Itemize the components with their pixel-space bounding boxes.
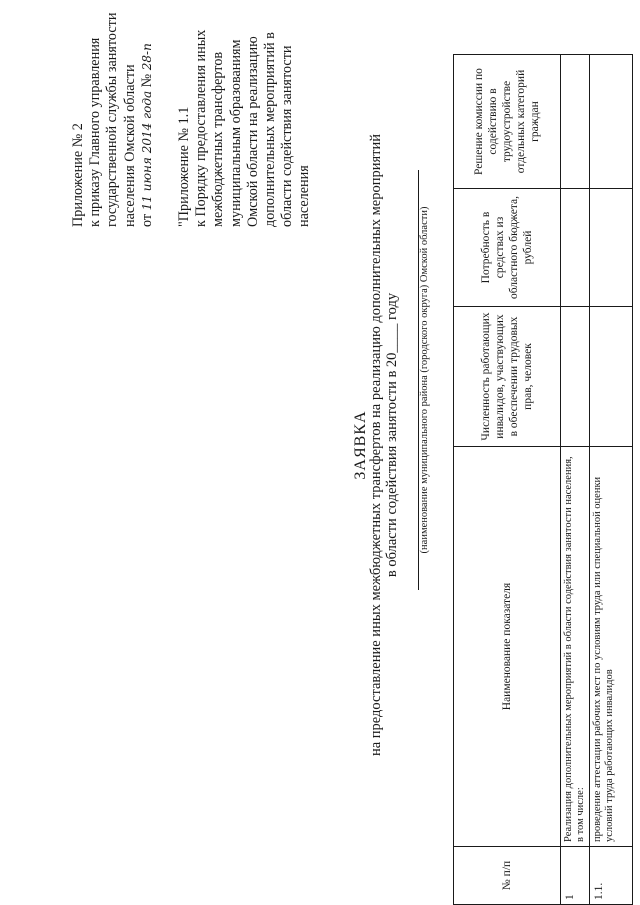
need-cell[interactable]: [590, 189, 633, 307]
inner-appendix-line: "Приложение № 1.1: [176, 106, 192, 227]
document-title: ЗАЯВКА: [352, 410, 369, 480]
appendix-block: [70, 0, 156, 227]
handwritten-date: 11 июня 2014 года: [139, 90, 154, 211]
decision-cell[interactable]: [561, 55, 590, 189]
appendix-line: к приказу Главного управления: [87, 37, 104, 227]
inner-appendix-block: [176, 0, 314, 227]
inner-appendix-line: населения: [296, 165, 313, 227]
inner-appendix-line: дополнительных мероприятий в: [262, 32, 279, 227]
table-row: [561, 55, 590, 905]
appendix-date-line: [139, 0, 156, 227]
column-header: Потребность в средствах из областного бюджета, рублей: [454, 189, 561, 307]
inner-appendix-line: области содействия занятости: [279, 45, 296, 227]
date-prefix: от: [138, 213, 155, 227]
appendix-line: Приложение № 2: [70, 123, 86, 227]
row-number: 1.1.: [590, 847, 633, 905]
inner-appendix-line: межбюджетных трансфертов: [210, 51, 227, 227]
indicator-name: Реализация дополнительных мероприятий в области содействия занятости населения, в том числе:: [561, 447, 590, 847]
appendix-line: государственной службы занятости: [104, 12, 121, 227]
count-cell[interactable]: [561, 307, 590, 447]
number-sign: №: [138, 73, 155, 88]
document-subtitle: на предоставление иных межбюджетных трансфертов на реализацию дополнительных мероприятий: [368, 133, 384, 757]
document-subtitle-year: в области содействия занятости в 20____ году: [384, 292, 400, 578]
indicator-name: проведение аттестации рабочих мест по условиям труда или специальной оценки условий труда работающих инвалидов: [590, 447, 633, 847]
column-header: Наименование показателя: [454, 447, 561, 847]
count-cell[interactable]: [590, 307, 633, 447]
column-header: № п/п: [454, 847, 561, 905]
decision-cell[interactable]: [590, 55, 633, 189]
column-header: Численность работающих инвалидов, участвующих в обеспечении трудовых прав, человек: [454, 307, 561, 447]
table-header-row: [454, 55, 561, 905]
inner-appendix-line: муниципальным образованиям: [227, 39, 244, 227]
handwritten-number: 28-п: [139, 43, 154, 71]
inner-appendix-line: к Порядку предоставления иных: [193, 29, 210, 227]
column-header: Решение комиссии по содействию в трудоустройстве отдельных категорий граждан: [454, 55, 561, 189]
municipality-caption: (наименование муниципального района (городского округа) Омской области): [419, 206, 430, 554]
need-cell[interactable]: [561, 189, 590, 307]
request-table: [453, 54, 633, 905]
appendix-line: населения Омской области: [121, 64, 138, 227]
row-number: 1: [561, 847, 590, 905]
inner-appendix-line: Омской области на реализацию: [244, 36, 261, 227]
table-row: [590, 55, 633, 905]
